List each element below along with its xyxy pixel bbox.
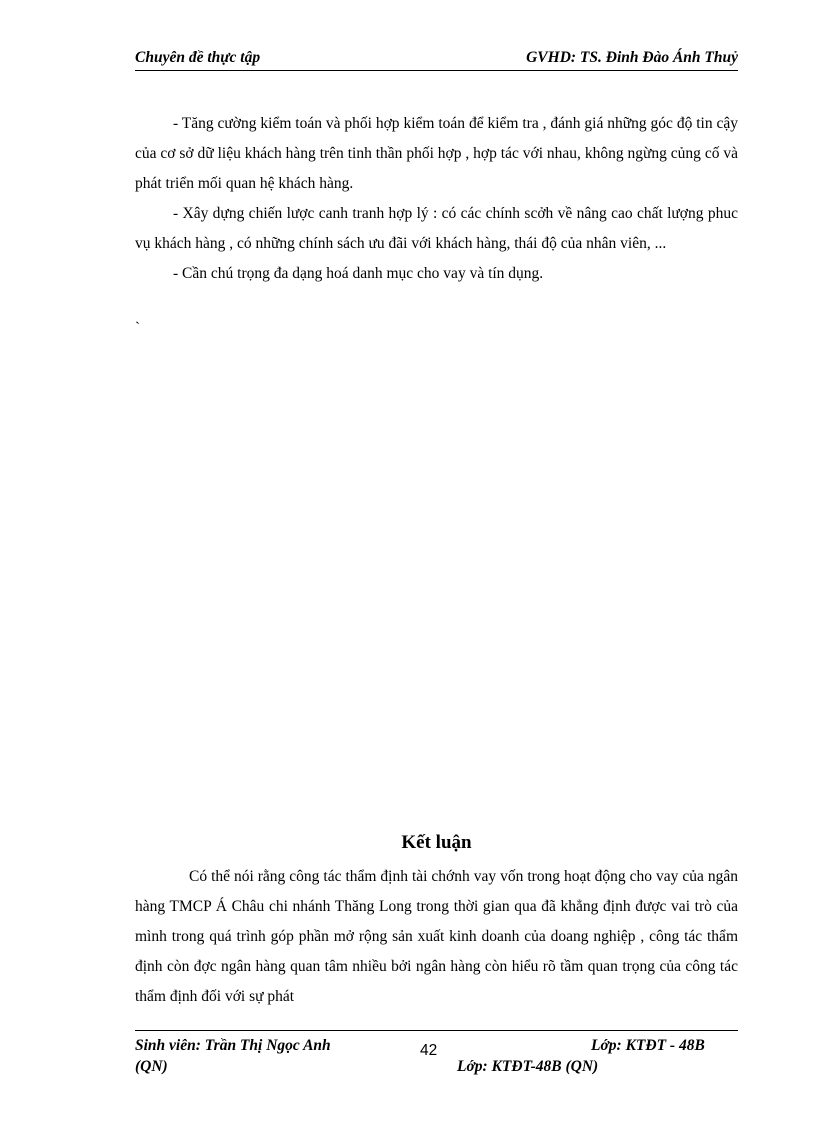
paragraph-diversify: - Cần chú trọng đa dạng hoá danh mục cho vay và tín dụng. <box>173 265 544 282</box>
footer-class-label: Lớp: KTĐT - 48B <box>591 1037 705 1054</box>
footer-student-name: Sinh viên: Trần Thị Ngọc Anh <box>135 1037 331 1054</box>
conclusion-heading: Kết luận <box>401 832 472 853</box>
conclusion-section <box>135 862 738 1012</box>
paragraph-strategy: - Xây dựng chiến lược canh tranh hợp lý : có các chính scởh về nâng cao chất lượng phuc vụ khách hàng , có những chính sách ưu đãi với khách hàng, thái độ của nhân viên, ... <box>135 205 738 252</box>
page-number: 42 <box>420 1042 438 1059</box>
page-footer <box>135 1030 738 1081</box>
header-document-type: Chuyên đề thực tập <box>135 49 261 66</box>
page-header <box>135 48 738 71</box>
paragraph-audit: - Tăng cường kiểm toán và phối hợp kiểm toán để kiểm tra , đánh giá những góc độ tin cậy của cơ sở dữ liệu khách hàng trên tinh thần phối hợp , hợp tác với nhau, không ngừng củng cố và phát triển mối quan hệ khách hàng. <box>135 115 738 192</box>
conclusion-paragraph: Có thể nói rằng công tác thẩm định tài chớnh vay vốn trong hoạt động cho vay của ngân hàng TMCP Á Châu chi nhánh Thăng Long trong thời gian qua đã khẳng định được vai trò của mình trong quá trình góp phần mở rộng sản xuất kinh doanh của doang nghiệp , công tác thẩm định còn đợc ngân hàng quan tâm nhiều bởi ngân hàng còn hiểu rõ tầm quan trọng của công tác thẩm định đối với sự phát <box>135 868 738 1005</box>
header-advisor: GVHD: TS. Đinh Đào Ánh Thuỷ <box>526 49 738 66</box>
footer-qn: (QN) <box>135 1058 168 1075</box>
footer-class-label-secondary: Lớp: KTĐT-48B (QN) <box>457 1058 599 1075</box>
stray-mark: ` <box>135 320 140 336</box>
recommendations-section <box>135 109 738 289</box>
